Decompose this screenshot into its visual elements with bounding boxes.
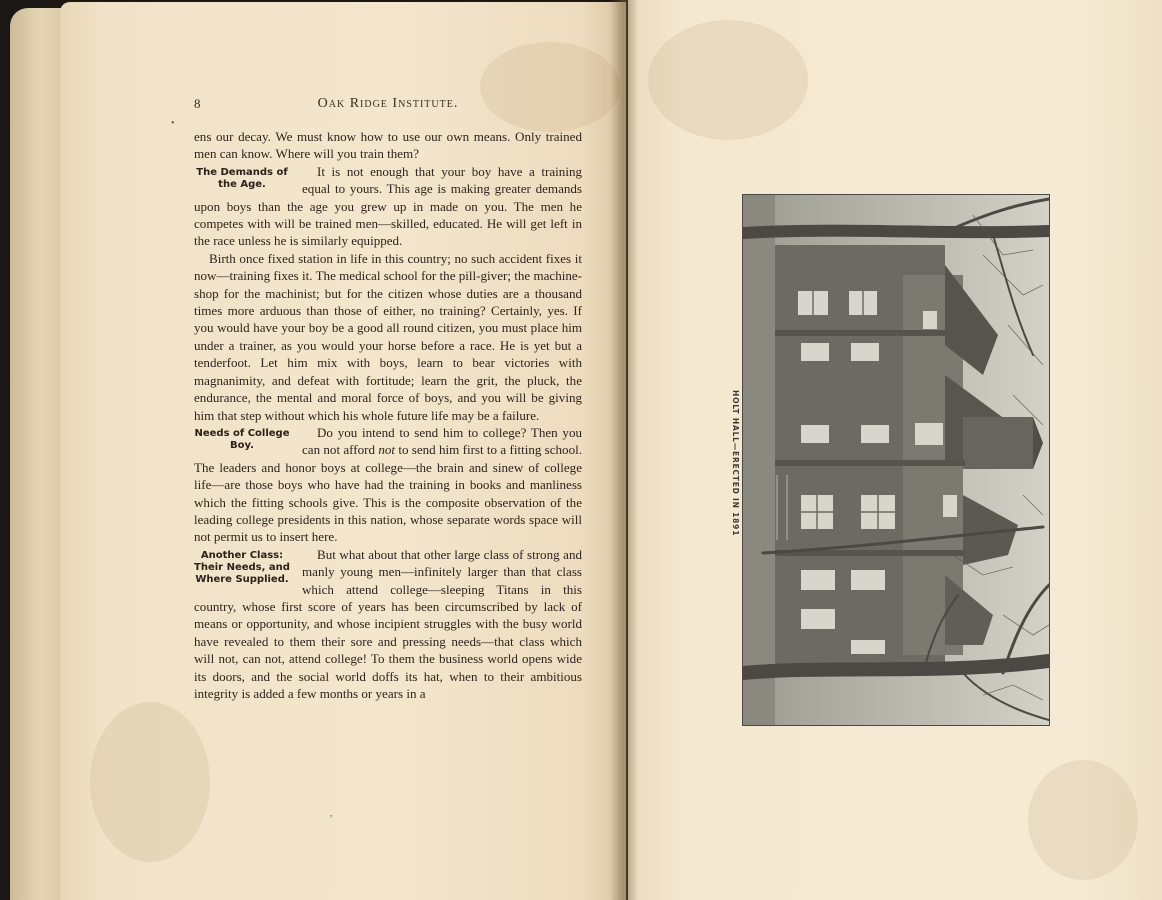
book-gutter xyxy=(610,0,638,900)
page-number: 8 xyxy=(194,96,201,111)
building-photograph xyxy=(742,194,1050,726)
open-book: • , 8 Oak Ridge Institute. ens our decay. We must know how to use our own means. Only trained men can know. Where will you train them? The Demands of the Age. It is not enough that your boy have a training equal to yours. This age is making greater demands upon boys than the age you grew up in made on you. The men he competes with will be trained men—skilled, educated. He will get left in the race unless he is similarly equipped. Birth once fixed station in life in this country; no such accident fixes it now—training fixes it. The medical school for the pill-giver; the machine-shop for the machinist; but for the citizen whose duties are a thousand times more arduous than those of either, no training? Certainly, yes. If you would have your boy be a good all round citizen, you must place him under a trainer, as you would your horse before a race. He is yet but a tenderfoot. Let him mix with boys, learn to bear victories with magnanimity, and defeat with fortitude; learn the grit, the pluck, the endurance, the mental and moral force of boys, and you will be giving him that step without which his whole future life may be a failure. Needs of College Boy. Do you intend to send him to college? Then you can not afford not to send him first to a fitting school. The leaders and honor boys at college—the brain and sinew of college life—are those boys who have had the training in books and manliness which the fitting schools give. This is the composite observation of the leading college presidents in this nation, whose separate words space will not permit us to insert here. Another Class: Their Needs, and Where Supplied. But what about that other large class of strong and manly young men—infinitely larger than that class which attend college—sleeping Titans in this country, whose first score of years has been circumscribed by lack of means or opportunity, and whose incipient struggles with the busy world have revealed to them their sore and pressing needs—that class which will not, can not, attend college! To them the business world opens wide its doors, and the social world doffs its hat, when to their ambitious integrity is added a few months or years in a HOLT HALL—ERECTED IN 1891 xyxy=(0,0,1162,900)
paragraph-birth: Birth once fixed station in life in this country; no such accident fixes it now—training fixes it. The medical school for the pill-giver; the machine-shop for the machinist; but for the citizen whose duties are a thousand times more arduous than those of either, no training? Certainly, yes. If you would have your boy be a good all round citizen, you must place him under a trainer, as you would your horse before a race. He is yet but a tenderfoot. Let him mix with boys, learn to bear victories with magnanimity, and defeat with fortitude; learn the grit, the pluck, the endurance, the mental and moral force of boys, and you will be giving him that step without which his whole future life may be a failure. xyxy=(194,250,582,423)
paragraph-demands: It is not enough that your boy have a training equal to yours. This age is making greater demands upon boys than the age you grew up in made on you. The men he competes with will be trained men—skilled, educated. He will get left in the race unless he is similarly equipped. xyxy=(194,163,582,249)
sidenote-another-class: Another Class: Their Needs, and Where Supplied. xyxy=(194,549,290,585)
paragraph-another-class: But what about that other large class of strong and manly young men—infinitely larger than that class which attend college—sleeping Titans in this country, whose first score of years has been circumscribed by lack of means or opportunity, and whose incipient struggles with the busy world have revealed to them their sore and pressing needs—that class which will not, can not, attend college! To them the business world opens wide its doors, and the social world doffs its hat, when to their ambitious integrity is added a few months or years in a xyxy=(194,546,582,701)
page-text-column xyxy=(194,96,582,702)
running-title: Oak Ridge Institute. xyxy=(317,96,459,111)
text-span: Do you intend to send him to college? Then you can not afford xyxy=(302,424,582,458)
sidenote-needs-of-college-boy: Needs of College Boy. xyxy=(194,427,290,451)
paragraph-continuation: ens our decay. We must know how to use our own means. Only trained men can know. Where will you train them? xyxy=(194,129,582,162)
sidenote-demands-of-the-age: The Demands of the Age. xyxy=(196,166,288,190)
text-span: to send him first to a fitting school. The leaders and honor boys at college—the brain and sinew of college life—are those boys who have had the training in books and manliness which the fitting schools give. This is the composite observation of the leading college presidents in this nation, whose separate words space will not permit us to insert here. xyxy=(194,442,582,545)
emphasis-word: not xyxy=(378,442,396,458)
body-text xyxy=(194,128,582,702)
page-header xyxy=(194,96,582,116)
photo-caption: HOLT HALL—ERECTED IN 1891 xyxy=(731,390,740,537)
